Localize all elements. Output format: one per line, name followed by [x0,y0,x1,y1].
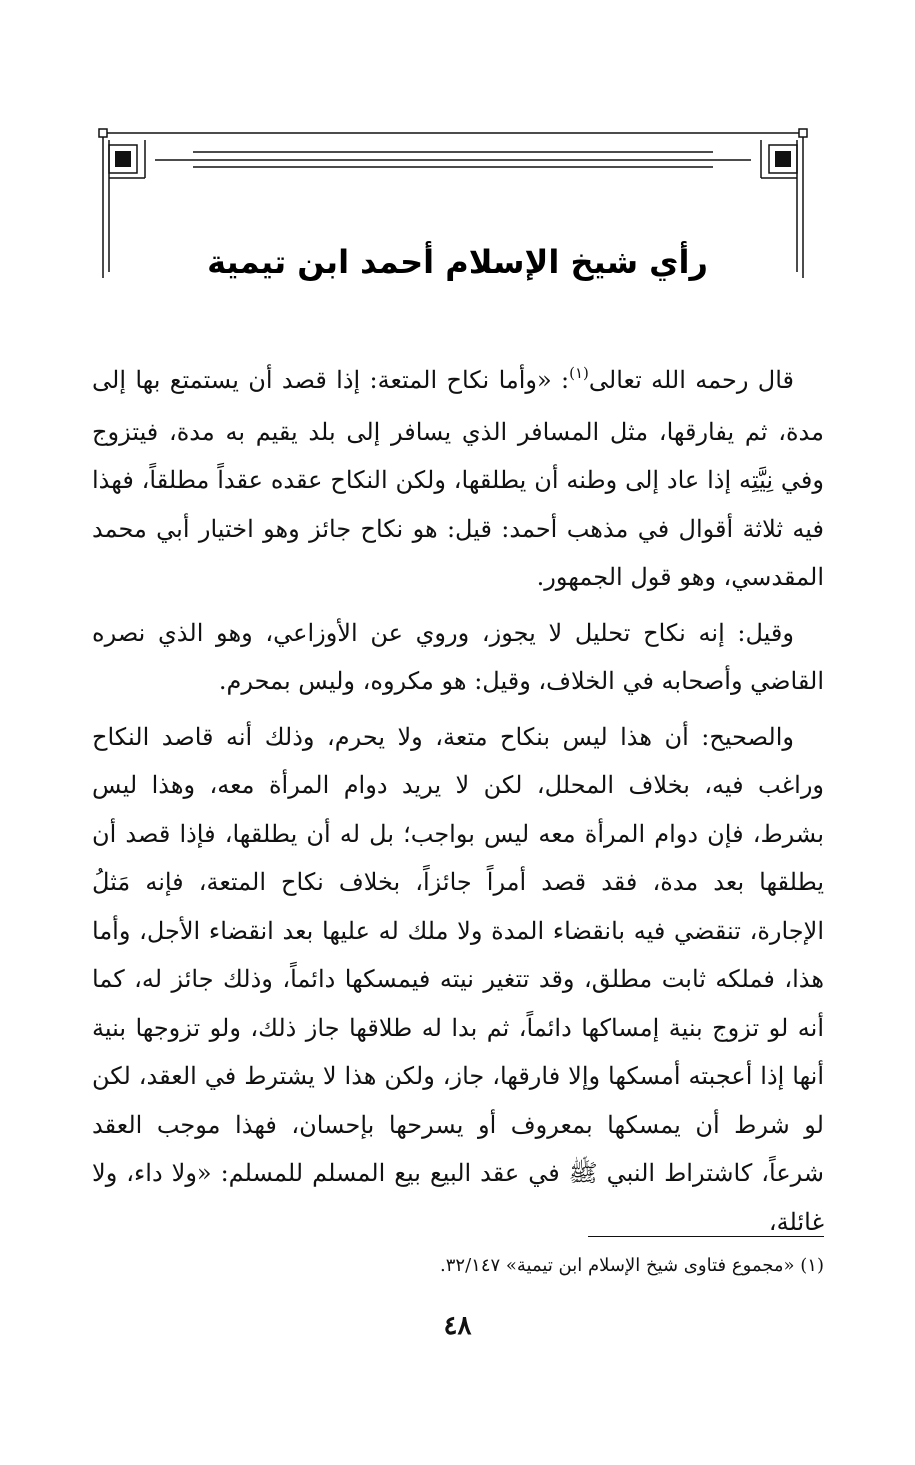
paragraph-2: وقيل: إنه نكاح تحليل لا يجوز، وروي عن الأوزاعي، وهو الذي نصره القاضي وأصحابه في الخلاف، وقيل: هو مكروه، وليس بمحرم. [92,618,824,695]
footnote-separator [588,1236,824,1237]
page-number: ٤٨ [443,1311,472,1341]
corner-square-right [775,151,791,167]
paragraph-1 [92,356,824,602]
corner-square-left [115,151,131,167]
paragraph-1-intro: قال رحمه الله تعالى [588,366,794,394]
footnote: (١) «مجموع فتاوى شيخ الإسلام ابن تيمية» ٣٢/١٤٧. [440,1255,824,1276]
chapter-heading: رأي شيخ الإسلام أحمد ابن تيمية [207,243,708,281]
body-text [92,356,824,1253]
footnote-marker: (١) [569,364,589,382]
paragraph-3: والصحيح: أن هذا ليس بنكاح متعة، ولا يحرم، وذلك أنه قاصد النكاح وراغب فيه، بخلاف المحلل، لكن لا يريد دوام المرأة معه، وهذا ليس بشرط، فإن دوام المرأة معه ليس بواجب؛ بل له أن يطلقها، فإذا قصد أن يطلقها بعد مدة، فقد قصد أمراً جائزاً، بخلاف نكاح المتعة، فإنه مَثلُ الإجارة، تنقضي فيه بانقضاء المدة ولا ملك له عليها بعد انقضاء الأجل، وأما هذا، فملكه ثابت مطلق، وقد تتغير نيته فيمسكها دائماً، وذلك جائز له، كما أنه لو تزوج بنية إمساكها دائماً، ثم بدا له طلاقها جاز ذلك، ولو تزوجها بنية أنها إذا أعجبته أمسكها وإلا فارقها، جاز، ولكن هذا لا يشترط في العقد، لكن لو شرط أن يمسكها بمعروف أو يسرحها بإحسان، فهذا موجب العقد شرعاً، كاشتراط النبي ﷺ في عقد البيع بيع المسلم للمسلم: «ولا داء، ولا غائلة، [92,722,825,1236]
paragraph-1-quote: : «وأما نكاح المتعة: إذا قصد أن يستمتع بها إلى مدة، ثم يفارقها، مثل المسافر الذي يسافر إلى بلد يقيم به مدة، فيتزوج وفي نِيَّتِه إذا عاد إلى وطنه أن يطلقها، ولكن النكاح عقده عقداً مطلقاً، فهذا فيه ثلاثة أقوال في مذهب أحمد: قيل: هو نكاح جائز وهو اختيار أبي محمد المقدسي، وهو قول الجمهور. [92,366,824,591]
